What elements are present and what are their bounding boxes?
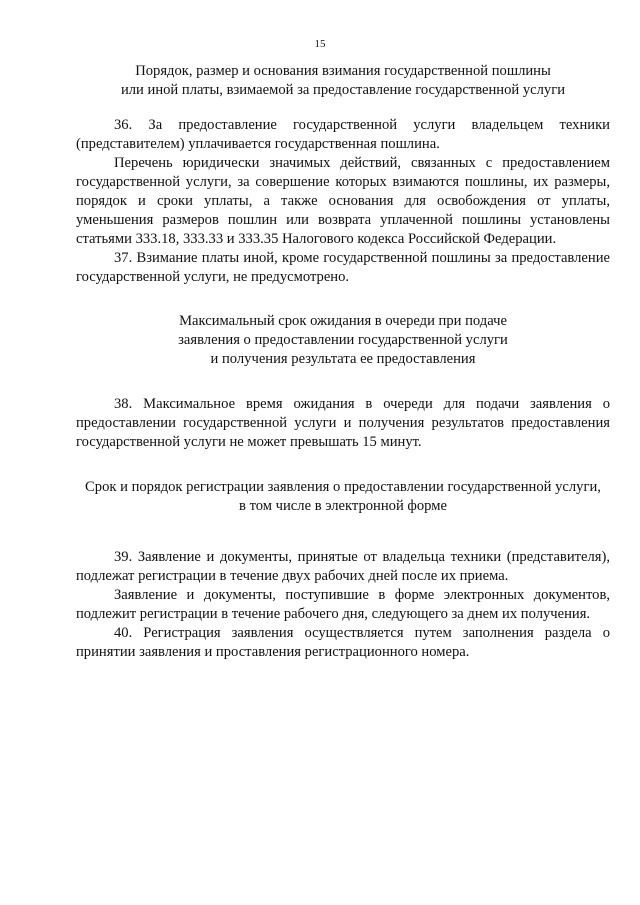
heading-line: Максимальный срок ожидания в очереди при подаче	[179, 313, 507, 329]
paragraph-fee-list: Перечень юридически значимых действий, связанных с предоставлением государственной услуги, за совершение которых взимаются пошлины, их размеры, порядок и сроки уплаты, а также основания для освобождения от уплаты, уменьшения размеров пошлин или возврата уплаченной пошлины установлены статьями 333.18, 333.33 и 333.35 Налогового кодекса Российской Федерации.	[76, 155, 610, 247]
paragraph-40: 40. Регистрация заявления осуществляется путем заполнения раздела о принятии заявления и проставления регистрационного номера.	[76, 625, 610, 660]
paragraph-electronic-docs: Заявление и документы, поступившие в форме электронных документов, подлежит регистрации в течение рабочего дня, следующего за днем их получения.	[76, 587, 610, 622]
paragraph-38: 38. Максимальное время ожидания в очереди для подачи заявления о предоставлении государственной услуги и получения результатов предоставления государственной услуги не может превышать 15 минут.	[76, 396, 610, 450]
paragraph-37: 37. Взимание платы иной, кроме государственной пошлины за предоставление государственной услуги, не предусмотрено.	[76, 250, 610, 285]
heading-line: Порядок, размер и основания взимания государственной пошлины	[135, 63, 551, 79]
heading-line: заявления о предоставлении государственной услуги	[178, 332, 508, 348]
paragraph-36: 36. За предоставление государственной услуги владельцем техники (представителем) уплачивается государственная пошлина.	[76, 117, 610, 152]
heading-line: в том числе в электронной форме	[239, 498, 447, 514]
heading-line: и получения результата ее предоставления	[210, 351, 476, 367]
page-number: 15	[314, 38, 326, 50]
document-body	[76, 62, 610, 662]
section-heading-queue-time	[76, 312, 610, 369]
heading-line: Срок и порядок регистрации заявления о предоставлении государственной услуги,	[85, 479, 601, 495]
paragraph-39: 39. Заявление и документы, принятые от владельца техники (представителя), подлежат регистрации в течение двух рабочих дней после их приема.	[76, 549, 610, 584]
heading-line: или иной платы, взимаемой за предоставление государственной услуги	[120, 82, 566, 98]
section-heading-registration	[76, 478, 610, 516]
section-heading-state-fee	[76, 62, 610, 100]
